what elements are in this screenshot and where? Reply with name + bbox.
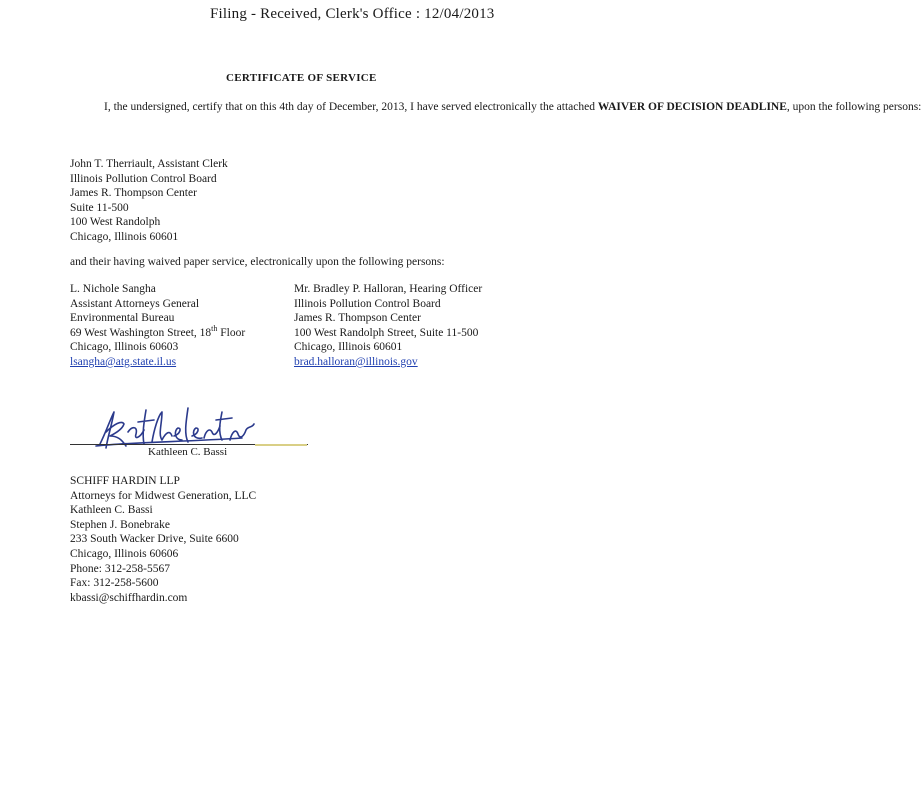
signature-line-highlight — [255, 444, 307, 446]
address-line: L. Nichole Sangha — [70, 283, 156, 295]
firm-email: kbassi@schiffhardin.com — [70, 591, 188, 604]
address-line: Illinois Pollution Control Board — [294, 297, 441, 310]
address-line: 100 West Randolph Street, Suite 11-500 — [294, 326, 479, 339]
address-line: Illinois Pollution Control Board — [70, 172, 217, 185]
address-line: Chicago, Illinois 60603 — [70, 341, 179, 354]
waived-service-text: and their having waived paper service, electronically upon the following persons: — [70, 256, 445, 268]
address-line: Chicago, Illinois 60601 — [70, 230, 179, 243]
street-address: 69 West Washington Street, 18th Floor — [70, 323, 246, 339]
firm-line: Kathleen C. Bassi — [70, 504, 153, 517]
firm-line: SCHIFF HARDIN LLP — [70, 475, 180, 487]
right-recipient-address — [294, 282, 482, 370]
address-line: John T. Therriault, Assistant Clerk — [70, 158, 228, 170]
address-line: Assistant Attorneys General — [70, 297, 200, 310]
firm-signature-block — [70, 474, 256, 605]
intro-document-name: WAIVER OF DECISION DEADLINE — [597, 101, 787, 113]
intro-text-before: I, the undersigned, certify that on this 4th day of December, 2013, I have served electronically the attached — [104, 101, 598, 113]
email-link-sangha[interactable]: lsangha@atg.state.il.us — [70, 355, 177, 368]
address-line: Environmental Bureau — [70, 312, 175, 325]
address-line: 100 West Randolph — [70, 216, 161, 229]
address-line: Mr. Bradley P. Halloran, Hearing Officer — [294, 283, 483, 295]
firm-line: Attorneys for Midwest Generation, LLC — [70, 489, 257, 502]
intro-paragraph — [70, 100, 921, 114]
intro-text-after: , upon the following persons: — [786, 101, 921, 113]
address-line: James R. Thompson Center — [294, 312, 421, 325]
firm-line: 233 South Wacker Drive, Suite 6600 — [70, 533, 239, 546]
address-line: James R. Thompson Center — [70, 187, 197, 200]
address-line: Chicago, Illinois 60601 — [294, 341, 403, 354]
primary-recipient-address — [70, 157, 228, 245]
firm-line: Fax: 312-258-5600 — [70, 577, 159, 590]
signature-name: Kathleen C. Bassi — [148, 446, 228, 458]
address-line: Suite 11-500 — [70, 201, 129, 214]
firm-line: Phone: 312-258-5567 — [70, 562, 170, 575]
firm-line: Chicago, Illinois 60606 — [70, 547, 179, 560]
document-title: CERTIFICATE OF SERVICE — [226, 72, 377, 84]
firm-line: Stephen J. Bonebrake — [70, 518, 170, 531]
email-link-halloran[interactable]: brad.halloran@illinois.gov — [294, 355, 418, 368]
filing-stamp: Filing - Received, Clerk's Office : 12/04/2013 — [210, 6, 495, 22]
left-recipient-address — [70, 282, 245, 370]
